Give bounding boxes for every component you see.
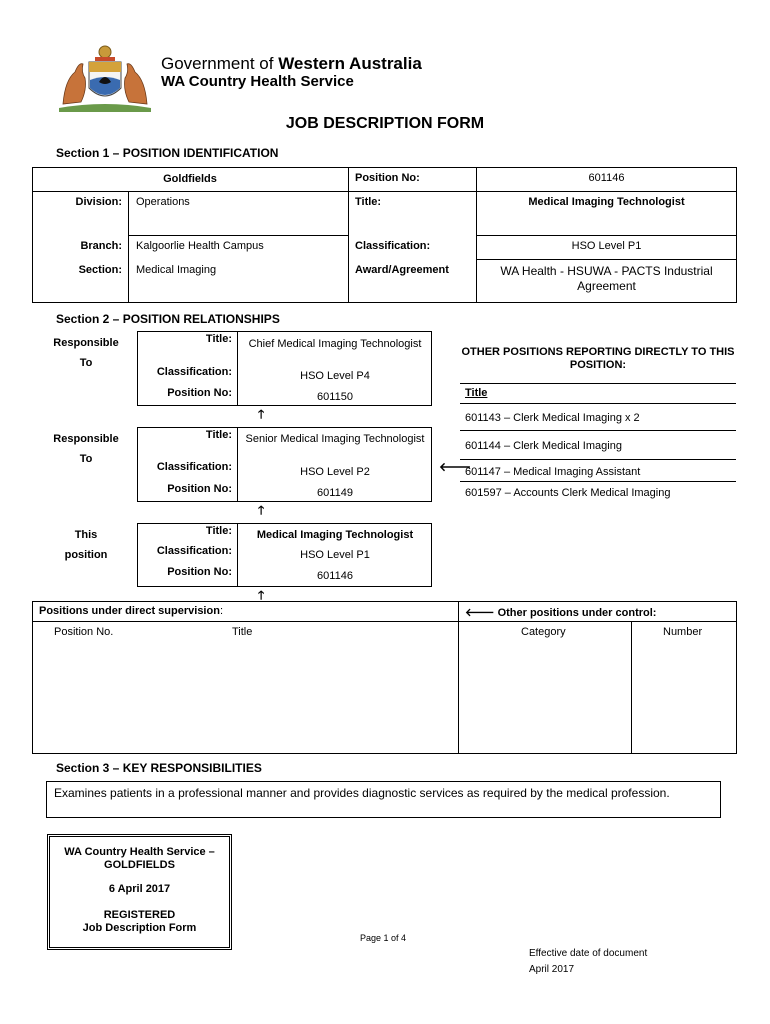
rel2-title: Senior Medical Imaging Technologist xyxy=(245,433,425,445)
rel1-class: HSO Level P4 xyxy=(300,370,370,382)
rel3-side-b: position xyxy=(64,549,108,561)
control-col-category: Category xyxy=(521,626,566,638)
rel1-pos-label: Position No: xyxy=(167,387,232,399)
division-value: Operations xyxy=(136,196,190,208)
rel1-side-b: To xyxy=(79,357,93,369)
section3-heading: Section 3 – KEY RESPONSIBILITIES xyxy=(56,761,262,775)
section1-heading: Section 1 – POSITION IDENTIFICATION xyxy=(56,146,279,160)
branch-label: Branch: xyxy=(80,240,122,252)
list-item: 601147 – Medical Imaging Assistant xyxy=(465,466,641,478)
wa-coat-of-arms-logo xyxy=(55,42,155,114)
title-value: Medical Imaging Technologist xyxy=(528,196,685,208)
other-positions-title-label: Title xyxy=(465,387,488,399)
division-label: Division: xyxy=(75,196,122,208)
rel1-side-a: Responsible xyxy=(53,337,119,349)
other-positions-heading: OTHER POSITIONS REPORTING DIRECTLY TO THIS POSITION: xyxy=(461,346,735,371)
government-name: Western Australia xyxy=(278,54,422,73)
government-prefix: Government of xyxy=(161,54,274,73)
control-heading-text: Other positions under control: xyxy=(497,607,657,619)
section2-heading: Section 2 – POSITION RELATIONSHIPS xyxy=(56,312,280,326)
classification-value: HSO Level P1 xyxy=(571,240,642,252)
supervision-heading-colon: : xyxy=(219,605,223,617)
rel1-pos: 601150 xyxy=(317,391,353,403)
government-title xyxy=(161,54,422,74)
rel3-class-label: Classification: xyxy=(156,545,232,557)
supervision-col-position: Position No. xyxy=(54,626,114,638)
form-title: JOB DESCRIPTION FORM xyxy=(285,115,485,132)
position-no-value: 601146 xyxy=(588,172,625,184)
rel3-pos: 601146 xyxy=(317,570,353,582)
rel3-side-a: This xyxy=(74,529,98,541)
page-number: Page 1 of 4 xyxy=(360,933,407,943)
supervision-heading xyxy=(39,605,223,617)
stamp-line4: Job Description Form xyxy=(82,922,197,934)
rel2-pos-label: Position No: xyxy=(167,483,232,495)
title-label: Title: xyxy=(355,196,382,208)
rel3-title: Medical Imaging Technologist xyxy=(256,529,414,541)
section-label: Section: xyxy=(78,264,122,276)
position-no-label: Position No: xyxy=(355,172,420,184)
control-heading xyxy=(465,605,656,619)
list-item: 601597 – Accounts Clerk Medical Imaging xyxy=(465,487,671,499)
stamp-line1: WA Country Health Service – xyxy=(64,846,215,858)
effective-date-label: Effective date of document xyxy=(529,948,648,959)
rel2-side-a: Responsible xyxy=(53,433,119,445)
rel2-title-label: Title: xyxy=(205,429,232,441)
arrow-left-icon: 🡐 xyxy=(439,460,472,474)
stamp-date: 6 April 2017 xyxy=(108,883,171,895)
award-label: Award/Agreement xyxy=(355,264,449,276)
control-col-number: Number xyxy=(663,626,703,638)
arrow-up-icon: 🡑 xyxy=(258,503,265,517)
service-name: WA Country Health Service xyxy=(161,73,354,90)
key-responsibilities-text: Examines patients in a professional manner and provides diagnostic services as required by the medical profession. xyxy=(54,786,670,800)
rel1-title: Chief Medical Imaging Technologist xyxy=(248,338,422,350)
classification-label: Classification: xyxy=(355,240,431,252)
arrow-up-icon: 🡑 xyxy=(258,588,265,602)
section-value: Medical Imaging xyxy=(136,264,217,276)
list-item: 601144 – Clerk Medical Imaging xyxy=(465,440,622,452)
award-value: WA Health - HSUWA - PACTS Industrial Agreement xyxy=(500,264,713,293)
rel3-title-label: Title: xyxy=(205,525,232,537)
branch-value: Kalgoorlie Health Campus xyxy=(136,240,264,252)
list-item: 601143 – Clerk Medical Imaging x 2 xyxy=(465,412,640,424)
effective-date-value: April 2017 xyxy=(529,964,575,975)
other-positions-list xyxy=(460,383,736,503)
arrow-left-icon: 🡐 xyxy=(465,607,495,619)
arrow-up-icon: 🡑 xyxy=(258,407,265,421)
rel2-side-b: To xyxy=(79,453,93,465)
supervision-heading-text: Positions under direct supervision xyxy=(39,605,220,617)
rel3-class: HSO Level P1 xyxy=(300,549,370,561)
rel1-title-label: Title: xyxy=(205,333,232,345)
rel3-pos-label: Position No: xyxy=(167,566,232,578)
rel2-pos: 601149 xyxy=(317,487,353,499)
stamp-line2: GOLDFIELDS xyxy=(104,859,175,871)
rel2-class-label: Classification: xyxy=(156,461,232,473)
rel1-class-label: Classification: xyxy=(156,366,232,378)
stamp-line3: REGISTERED xyxy=(103,909,176,921)
region-label: Goldfields xyxy=(163,173,217,185)
supervision-col-title: Title xyxy=(232,626,253,638)
rel2-class: HSO Level P2 xyxy=(300,466,370,478)
